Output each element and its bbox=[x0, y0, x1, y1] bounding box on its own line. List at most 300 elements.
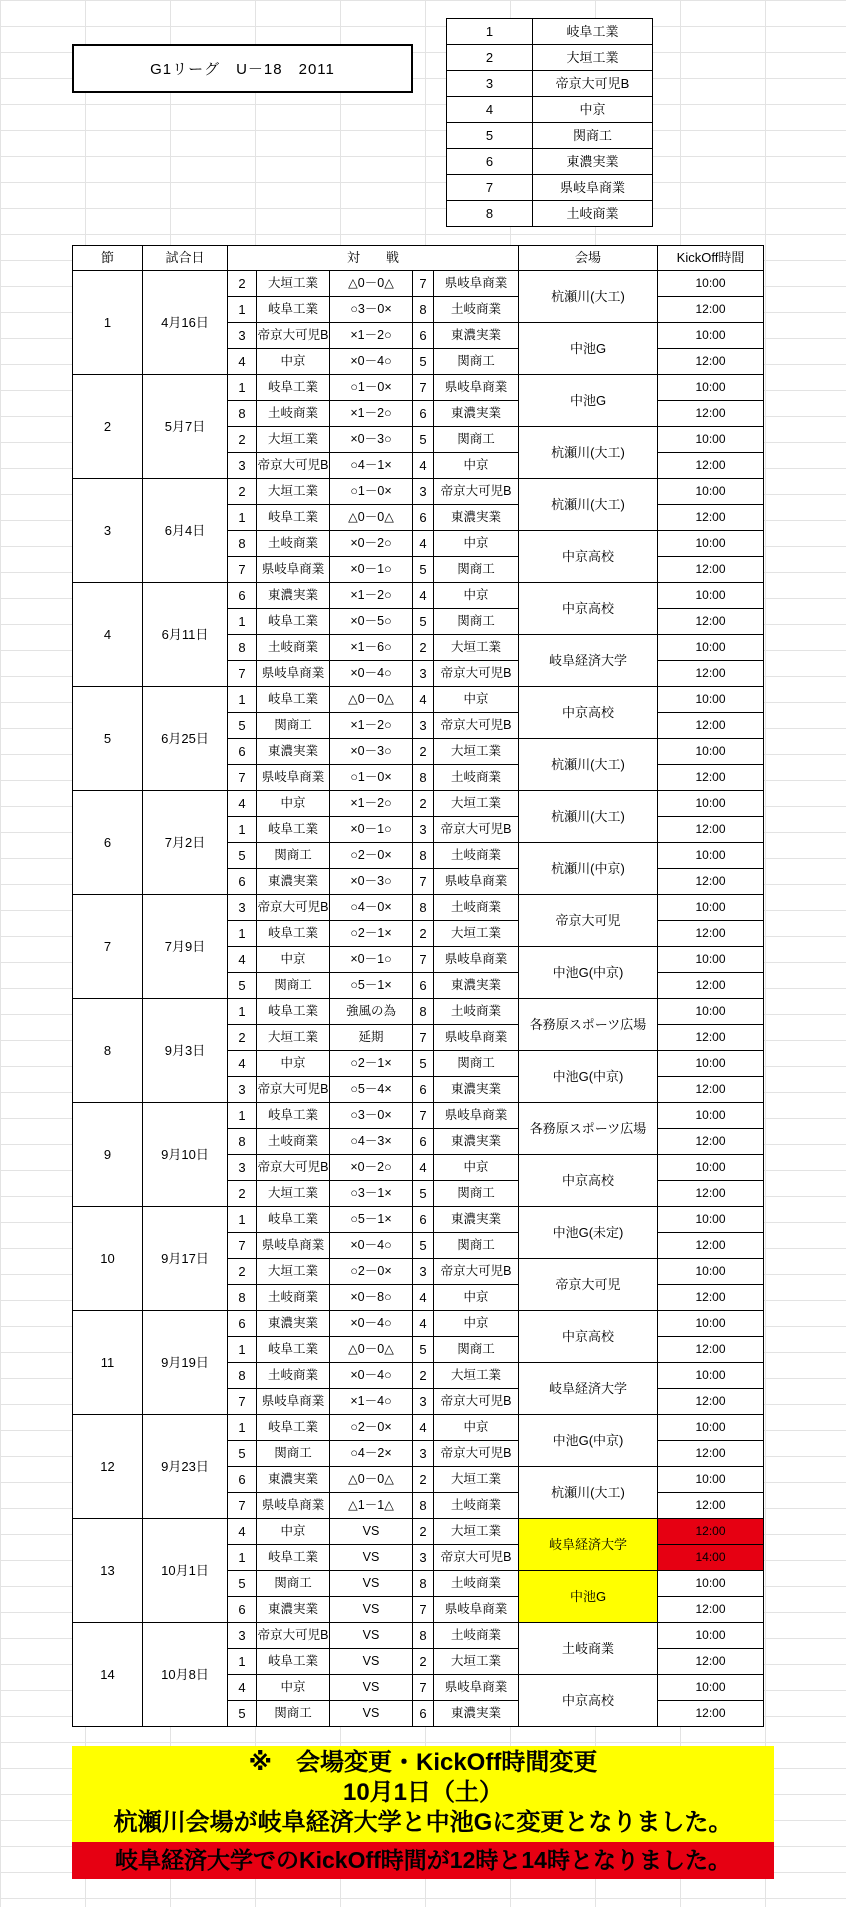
away-team-number: 2 bbox=[413, 921, 434, 947]
match-date: 7月9日 bbox=[143, 895, 228, 999]
match-score: ○3－0× bbox=[330, 1103, 413, 1129]
away-team-name: 中京 bbox=[434, 1415, 519, 1441]
kickoff-time: 10:00 bbox=[658, 1623, 764, 1649]
venue-name: 各務原スポーツ広場 bbox=[519, 999, 658, 1051]
match-score: ×1－6○ bbox=[330, 635, 413, 661]
home-team-name: 土岐商業 bbox=[257, 1363, 330, 1389]
home-team-number: 8 bbox=[228, 1285, 257, 1311]
round-number: 1 bbox=[73, 271, 143, 375]
match-score: ×0－4○ bbox=[330, 1363, 413, 1389]
match-score: ○4－0× bbox=[330, 895, 413, 921]
kickoff-time: 10:00 bbox=[658, 1675, 764, 1701]
home-team-name: 大垣工業 bbox=[257, 1025, 330, 1051]
away-team-name: 関商工 bbox=[434, 427, 519, 453]
match-date: 5月7日 bbox=[143, 375, 228, 479]
home-team-name: 県岐阜商業 bbox=[257, 1233, 330, 1259]
match-score: VS bbox=[330, 1571, 413, 1597]
away-team-name: 土岐商業 bbox=[434, 999, 519, 1025]
home-team-number: 4 bbox=[228, 791, 257, 817]
away-team-name: 東濃実業 bbox=[434, 401, 519, 427]
away-team-number: 7 bbox=[413, 375, 434, 401]
home-team-name: 関商工 bbox=[257, 1701, 330, 1727]
away-team-number: 8 bbox=[413, 843, 434, 869]
home-team-name: 関商工 bbox=[257, 1441, 330, 1467]
kickoff-time: 12:00 bbox=[658, 557, 764, 583]
kickoff-time: 12:00 bbox=[658, 1441, 764, 1467]
away-team-number: 5 bbox=[413, 557, 434, 583]
venue-name: 中池G(中京) bbox=[519, 947, 658, 999]
kickoff-time: 12:00 bbox=[658, 609, 764, 635]
away-team-name: 東濃実業 bbox=[434, 1701, 519, 1727]
header-round: 節 bbox=[73, 246, 143, 271]
match-date: 6月11日 bbox=[143, 583, 228, 687]
home-team-number: 6 bbox=[228, 1311, 257, 1337]
home-team-name: 土岐商業 bbox=[257, 401, 330, 427]
match-score: VS bbox=[330, 1597, 413, 1623]
away-team-name: 帝京大可児B bbox=[434, 1389, 519, 1415]
kickoff-time: 10:00 bbox=[658, 1311, 764, 1337]
kickoff-time: 10:00 bbox=[658, 427, 764, 453]
away-team-name: 県岐阜商業 bbox=[434, 375, 519, 401]
kickoff-time: 10:00 bbox=[658, 375, 764, 401]
kickoff-time: 10:00 bbox=[658, 1259, 764, 1285]
venue-name: 岐阜経済大学 bbox=[519, 635, 658, 687]
notice-line-4: 岐阜経済大学でのKickOff時間が12時と14時となりました。 bbox=[72, 1842, 774, 1879]
team-name: 岐阜工業 bbox=[533, 19, 653, 45]
team-number: 3 bbox=[447, 71, 533, 97]
away-team-name: 中京 bbox=[434, 583, 519, 609]
venue-name: 杭瀬川(大工) bbox=[519, 479, 658, 531]
team-list-table bbox=[446, 18, 653, 227]
away-team-number: 7 bbox=[413, 1025, 434, 1051]
match-date: 6月4日 bbox=[143, 479, 228, 583]
away-team-name: 関商工 bbox=[434, 609, 519, 635]
kickoff-time: 10:00 bbox=[658, 947, 764, 973]
home-team-number: 3 bbox=[228, 1155, 257, 1181]
home-team-name: 東濃実業 bbox=[257, 739, 330, 765]
venue-name: 中池G bbox=[519, 1571, 658, 1623]
team-row bbox=[447, 201, 653, 227]
home-team-name: 県岐阜商業 bbox=[257, 557, 330, 583]
kickoff-time: 12:00 bbox=[658, 1181, 764, 1207]
kickoff-time: 12:00 bbox=[658, 1519, 764, 1545]
away-team-number: 8 bbox=[413, 999, 434, 1025]
away-team-number: 3 bbox=[413, 661, 434, 687]
away-team-number: 4 bbox=[413, 583, 434, 609]
match-score: ×0－3○ bbox=[330, 869, 413, 895]
venue-name: 中京高校 bbox=[519, 1675, 658, 1727]
kickoff-time: 10:00 bbox=[658, 1571, 764, 1597]
home-team-name: 岐阜工業 bbox=[257, 609, 330, 635]
match-score: ○2－1× bbox=[330, 1051, 413, 1077]
home-team-name: 岐阜工業 bbox=[257, 297, 330, 323]
away-team-name: 東濃実業 bbox=[434, 1207, 519, 1233]
home-team-name: 関商工 bbox=[257, 1571, 330, 1597]
away-team-number: 3 bbox=[413, 1545, 434, 1571]
home-team-name: 中京 bbox=[257, 1051, 330, 1077]
match-score: ×0－4○ bbox=[330, 1311, 413, 1337]
home-team-number: 7 bbox=[228, 765, 257, 791]
match-row bbox=[73, 479, 764, 505]
home-team-name: 帝京大可児B bbox=[257, 323, 330, 349]
match-score: 強風の為 bbox=[330, 999, 413, 1025]
venue-name: 各務原スポーツ広場 bbox=[519, 1103, 658, 1155]
home-team-number: 6 bbox=[228, 739, 257, 765]
home-team-name: 岐阜工業 bbox=[257, 817, 330, 843]
home-team-name: 大垣工業 bbox=[257, 271, 330, 297]
home-team-name: 岐阜工業 bbox=[257, 687, 330, 713]
kickoff-time: 12:00 bbox=[658, 297, 764, 323]
match-row bbox=[73, 375, 764, 401]
match-row bbox=[73, 1519, 764, 1545]
away-team-number: 2 bbox=[413, 1467, 434, 1493]
home-team-name: 東濃実業 bbox=[257, 1597, 330, 1623]
match-row bbox=[73, 687, 764, 713]
away-team-name: 中京 bbox=[434, 1155, 519, 1181]
kickoff-time: 10:00 bbox=[658, 531, 764, 557]
match-score: ×0－4○ bbox=[330, 349, 413, 375]
home-team-name: 岐阜工業 bbox=[257, 375, 330, 401]
match-row bbox=[73, 1415, 764, 1441]
away-team-name: 帝京大可児B bbox=[434, 1441, 519, 1467]
team-number: 7 bbox=[447, 175, 533, 201]
away-team-number: 4 bbox=[413, 1311, 434, 1337]
home-team-number: 7 bbox=[228, 1233, 257, 1259]
home-team-number: 2 bbox=[228, 1259, 257, 1285]
match-score: ○2－1× bbox=[330, 921, 413, 947]
match-score: ○2－0× bbox=[330, 843, 413, 869]
away-team-name: 大垣工業 bbox=[434, 791, 519, 817]
match-score: VS bbox=[330, 1623, 413, 1649]
home-team-number: 6 bbox=[228, 583, 257, 609]
home-team-name: 岐阜工業 bbox=[257, 1207, 330, 1233]
match-row bbox=[73, 1311, 764, 1337]
home-team-name: 土岐商業 bbox=[257, 531, 330, 557]
schedule-table bbox=[72, 245, 764, 1727]
away-team-name: 関商工 bbox=[434, 557, 519, 583]
away-team-number: 7 bbox=[413, 869, 434, 895]
venue-name: 中京高校 bbox=[519, 687, 658, 739]
away-team-name: 大垣工業 bbox=[434, 739, 519, 765]
home-team-number: 1 bbox=[228, 609, 257, 635]
away-team-name: 大垣工業 bbox=[434, 921, 519, 947]
home-team-name: 岐阜工業 bbox=[257, 1545, 330, 1571]
home-team-name: 中京 bbox=[257, 947, 330, 973]
home-team-number: 7 bbox=[228, 1493, 257, 1519]
home-team-number: 5 bbox=[228, 1571, 257, 1597]
away-team-number: 2 bbox=[413, 1649, 434, 1675]
home-team-name: 大垣工業 bbox=[257, 479, 330, 505]
away-team-name: 土岐商業 bbox=[434, 843, 519, 869]
header-kickoff: KickOff時間 bbox=[658, 246, 764, 271]
kickoff-time: 12:00 bbox=[658, 973, 764, 999]
header-date: 試合日 bbox=[143, 246, 228, 271]
home-team-number: 1 bbox=[228, 1545, 257, 1571]
venue-name: 岐阜経済大学 bbox=[519, 1519, 658, 1571]
team-number: 2 bbox=[447, 45, 533, 71]
match-score: ○1－0× bbox=[330, 765, 413, 791]
away-team-number: 3 bbox=[413, 713, 434, 739]
kickoff-time: 10:00 bbox=[658, 791, 764, 817]
team-name: 県岐阜商業 bbox=[533, 175, 653, 201]
away-team-name: 東濃実業 bbox=[434, 973, 519, 999]
away-team-number: 6 bbox=[413, 323, 434, 349]
home-team-name: 岐阜工業 bbox=[257, 1337, 330, 1363]
header-venue: 会場 bbox=[519, 246, 658, 271]
match-date: 9月17日 bbox=[143, 1207, 228, 1311]
notice-line-2: 10月1日（土） bbox=[342, 1779, 504, 1806]
round-number: 13 bbox=[73, 1519, 143, 1623]
away-team-name: 関商工 bbox=[434, 349, 519, 375]
kickoff-time: 12:00 bbox=[658, 1129, 764, 1155]
away-team-number: 5 bbox=[413, 1337, 434, 1363]
venue-name: 杭瀬川(大工) bbox=[519, 271, 658, 323]
notice-line-3: 杭瀬川会場が岐阜経済大学と中池Gに変更となりました。 bbox=[113, 1809, 733, 1836]
match-row bbox=[73, 895, 764, 921]
away-team-number: 4 bbox=[413, 453, 434, 479]
venue-name: 中京高校 bbox=[519, 1311, 658, 1363]
kickoff-time: 10:00 bbox=[658, 583, 764, 609]
venue-name: 中池G(中京) bbox=[519, 1051, 658, 1103]
team-row bbox=[447, 175, 653, 201]
match-score: ×1－2○ bbox=[330, 791, 413, 817]
away-team-name: 大垣工業 bbox=[434, 1363, 519, 1389]
match-score: 延期 bbox=[330, 1025, 413, 1051]
kickoff-time: 10:00 bbox=[658, 479, 764, 505]
home-team-number: 7 bbox=[228, 661, 257, 687]
match-score: ×0－2○ bbox=[330, 1155, 413, 1181]
kickoff-time: 12:00 bbox=[658, 1077, 764, 1103]
team-name: 土岐商業 bbox=[533, 201, 653, 227]
team-name: 東濃実業 bbox=[533, 149, 653, 175]
kickoff-time: 10:00 bbox=[658, 739, 764, 765]
match-score: ×0－1○ bbox=[330, 947, 413, 973]
match-row bbox=[73, 1623, 764, 1649]
home-team-number: 2 bbox=[228, 479, 257, 505]
kickoff-time: 12:00 bbox=[658, 817, 764, 843]
away-team-number: 3 bbox=[413, 1259, 434, 1285]
away-team-name: 関商工 bbox=[434, 1233, 519, 1259]
kickoff-time: 10:00 bbox=[658, 687, 764, 713]
away-team-name: 県岐阜商業 bbox=[434, 1025, 519, 1051]
home-team-name: 中京 bbox=[257, 1675, 330, 1701]
home-team-number: 5 bbox=[228, 713, 257, 739]
away-team-number: 2 bbox=[413, 635, 434, 661]
away-team-number: 2 bbox=[413, 739, 434, 765]
away-team-name: 県岐阜商業 bbox=[434, 869, 519, 895]
match-score: △0－0△ bbox=[330, 271, 413, 297]
home-team-number: 2 bbox=[228, 1025, 257, 1051]
away-team-name: 土岐商業 bbox=[434, 765, 519, 791]
kickoff-time: 12:00 bbox=[658, 869, 764, 895]
match-score: ×0－3○ bbox=[330, 739, 413, 765]
schedule-header-row bbox=[73, 246, 764, 271]
away-team-name: 帝京大可児B bbox=[434, 661, 519, 687]
kickoff-time: 12:00 bbox=[658, 1233, 764, 1259]
venue-name: 中池G(中京) bbox=[519, 1415, 658, 1467]
home-team-number: 2 bbox=[228, 1181, 257, 1207]
match-score: △0－0△ bbox=[330, 687, 413, 713]
away-team-number: 5 bbox=[413, 1181, 434, 1207]
away-team-name: 帝京大可児B bbox=[434, 713, 519, 739]
kickoff-time: 10:00 bbox=[658, 323, 764, 349]
away-team-number: 6 bbox=[413, 973, 434, 999]
home-team-number: 6 bbox=[228, 869, 257, 895]
away-team-name: 東濃実業 bbox=[434, 1077, 519, 1103]
away-team-number: 3 bbox=[413, 479, 434, 505]
team-name: 中京 bbox=[533, 97, 653, 123]
match-score: ○4－3× bbox=[330, 1129, 413, 1155]
home-team-number: 2 bbox=[228, 427, 257, 453]
team-name: 帝京大可児B bbox=[533, 71, 653, 97]
round-number: 11 bbox=[73, 1311, 143, 1415]
match-date: 4月16日 bbox=[143, 271, 228, 375]
match-score: ○4－2× bbox=[330, 1441, 413, 1467]
home-team-name: 土岐商業 bbox=[257, 1129, 330, 1155]
home-team-number: 5 bbox=[228, 843, 257, 869]
match-score: ○2－0× bbox=[330, 1415, 413, 1441]
home-team-name: 大垣工業 bbox=[257, 1181, 330, 1207]
home-team-number: 8 bbox=[228, 1363, 257, 1389]
match-score: ×0－5○ bbox=[330, 609, 413, 635]
match-score: VS bbox=[330, 1649, 413, 1675]
home-team-number: 3 bbox=[228, 453, 257, 479]
venue-name: 帝京大可児 bbox=[519, 895, 658, 947]
home-team-number: 1 bbox=[228, 1649, 257, 1675]
home-team-name: 中京 bbox=[257, 349, 330, 375]
home-team-number: 3 bbox=[228, 895, 257, 921]
away-team-name: 帝京大可児B bbox=[434, 1545, 519, 1571]
away-team-name: 東濃実業 bbox=[434, 1129, 519, 1155]
home-team-number: 1 bbox=[228, 687, 257, 713]
kickoff-time: 10:00 bbox=[658, 1051, 764, 1077]
match-score: VS bbox=[330, 1675, 413, 1701]
away-team-number: 5 bbox=[413, 609, 434, 635]
notice-box bbox=[72, 1746, 774, 1879]
home-team-number: 6 bbox=[228, 1467, 257, 1493]
home-team-name: 岐阜工業 bbox=[257, 505, 330, 531]
home-team-name: 岐阜工業 bbox=[257, 1415, 330, 1441]
away-team-name: 中京 bbox=[434, 1311, 519, 1337]
away-team-number: 5 bbox=[413, 427, 434, 453]
home-team-number: 4 bbox=[228, 349, 257, 375]
away-team-number: 3 bbox=[413, 817, 434, 843]
kickoff-time: 10:00 bbox=[658, 999, 764, 1025]
away-team-number: 4 bbox=[413, 1285, 434, 1311]
kickoff-time: 10:00 bbox=[658, 1415, 764, 1441]
kickoff-time: 12:00 bbox=[658, 453, 764, 479]
kickoff-time: 10:00 bbox=[658, 1155, 764, 1181]
home-team-number: 4 bbox=[228, 1519, 257, 1545]
match-date: 9月10日 bbox=[143, 1103, 228, 1207]
venue-name: 杭瀬川(大工) bbox=[519, 739, 658, 791]
home-team-name: 東濃実業 bbox=[257, 1467, 330, 1493]
away-team-number: 5 bbox=[413, 1051, 434, 1077]
team-row bbox=[447, 45, 653, 71]
home-team-name: 帝京大可児B bbox=[257, 1155, 330, 1181]
kickoff-time: 10:00 bbox=[658, 1467, 764, 1493]
away-team-name: 関商工 bbox=[434, 1051, 519, 1077]
venue-name: 土岐商業 bbox=[519, 1623, 658, 1675]
kickoff-time: 12:00 bbox=[658, 1701, 764, 1727]
away-team-number: 5 bbox=[413, 1233, 434, 1259]
venue-name: 中京高校 bbox=[519, 531, 658, 583]
home-team-name: 帝京大可児B bbox=[257, 895, 330, 921]
away-team-name: 関商工 bbox=[434, 1337, 519, 1363]
away-team-name: 関商工 bbox=[434, 1181, 519, 1207]
away-team-name: 帝京大可児B bbox=[434, 479, 519, 505]
venue-name: 帝京大可児 bbox=[519, 1259, 658, 1311]
team-number: 8 bbox=[447, 201, 533, 227]
match-score: △0－0△ bbox=[330, 505, 413, 531]
match-score: ×1－2○ bbox=[330, 713, 413, 739]
home-team-name: 関商工 bbox=[257, 843, 330, 869]
venue-name: 中京高校 bbox=[519, 583, 658, 635]
away-team-name: 土岐商業 bbox=[434, 297, 519, 323]
match-row bbox=[73, 1103, 764, 1129]
home-team-name: 県岐阜商業 bbox=[257, 661, 330, 687]
venue-name: 中京高校 bbox=[519, 1155, 658, 1207]
away-team-name: 県岐阜商業 bbox=[434, 1103, 519, 1129]
away-team-name: 中京 bbox=[434, 687, 519, 713]
home-team-number: 3 bbox=[228, 1623, 257, 1649]
home-team-number: 1 bbox=[228, 1337, 257, 1363]
match-score: VS bbox=[330, 1545, 413, 1571]
home-team-number: 8 bbox=[228, 635, 257, 661]
match-score: △0－0△ bbox=[330, 1337, 413, 1363]
round-number: 4 bbox=[73, 583, 143, 687]
kickoff-time: 12:00 bbox=[658, 1493, 764, 1519]
venue-name: 杭瀬川(大工) bbox=[519, 427, 658, 479]
kickoff-time: 10:00 bbox=[658, 1207, 764, 1233]
kickoff-time: 12:00 bbox=[658, 1285, 764, 1311]
away-team-name: 帝京大可児B bbox=[434, 1259, 519, 1285]
kickoff-time: 10:00 bbox=[658, 1103, 764, 1129]
home-team-name: 大垣工業 bbox=[257, 427, 330, 453]
away-team-name: 県岐阜商業 bbox=[434, 271, 519, 297]
home-team-name: 岐阜工業 bbox=[257, 1103, 330, 1129]
venue-name: 杭瀬川(中京) bbox=[519, 843, 658, 895]
home-team-number: 5 bbox=[228, 1701, 257, 1727]
venue-name: 杭瀬川(大工) bbox=[519, 791, 658, 843]
team-number: 4 bbox=[447, 97, 533, 123]
match-date: 6月25日 bbox=[143, 687, 228, 791]
home-team-number: 8 bbox=[228, 401, 257, 427]
team-row bbox=[447, 123, 653, 149]
away-team-number: 6 bbox=[413, 1077, 434, 1103]
home-team-name: 大垣工業 bbox=[257, 1259, 330, 1285]
home-team-number: 1 bbox=[228, 375, 257, 401]
home-team-name: 東濃実業 bbox=[257, 869, 330, 895]
kickoff-time: 12:00 bbox=[658, 713, 764, 739]
home-team-name: 県岐阜商業 bbox=[257, 1493, 330, 1519]
kickoff-time: 10:00 bbox=[658, 843, 764, 869]
away-team-number: 8 bbox=[413, 1623, 434, 1649]
away-team-name: 土岐商業 bbox=[434, 1623, 519, 1649]
away-team-name: 県岐阜商業 bbox=[434, 1597, 519, 1623]
match-score: ×0－1○ bbox=[330, 817, 413, 843]
away-team-number: 8 bbox=[413, 1493, 434, 1519]
home-team-name: 中京 bbox=[257, 791, 330, 817]
away-team-number: 6 bbox=[413, 505, 434, 531]
home-team-number: 1 bbox=[228, 1207, 257, 1233]
away-team-number: 7 bbox=[413, 1675, 434, 1701]
match-score: ○5－1× bbox=[330, 973, 413, 999]
match-row bbox=[73, 791, 764, 817]
match-score: VS bbox=[330, 1519, 413, 1545]
team-number: 6 bbox=[447, 149, 533, 175]
home-team-name: 東濃実業 bbox=[257, 1311, 330, 1337]
